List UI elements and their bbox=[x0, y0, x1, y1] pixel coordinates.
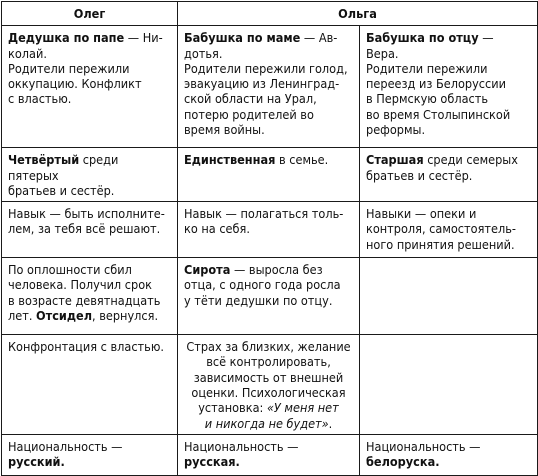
cell-line bbox=[366, 168, 531, 183]
cell-text: . bbox=[328, 415, 333, 431]
bold-text: русская. bbox=[184, 454, 240, 470]
cell-text: колай. bbox=[8, 45, 47, 61]
cell-line bbox=[366, 454, 531, 469]
cell-oleg bbox=[2, 148, 178, 202]
italic-text: «У меня нет bbox=[266, 400, 339, 416]
cell-text: Национальность — bbox=[184, 438, 299, 454]
cell-text: во время Столыпинской bbox=[366, 106, 511, 122]
cell-line bbox=[8, 152, 171, 183]
cell-olga-father-side bbox=[360, 434, 538, 475]
cell-line bbox=[8, 293, 171, 308]
cell-line bbox=[184, 400, 353, 415]
table-row bbox=[2, 335, 538, 435]
cell-line bbox=[8, 277, 171, 292]
cell-oleg bbox=[2, 202, 178, 258]
bold-text: Дедушка по папе bbox=[8, 30, 125, 46]
header-olga: Ольга bbox=[178, 2, 538, 26]
cell-line bbox=[184, 385, 353, 400]
cell-line bbox=[366, 439, 531, 454]
cell-line bbox=[8, 183, 171, 198]
cell-oleg bbox=[2, 335, 178, 435]
cell-line bbox=[366, 206, 531, 221]
cell-text: в Пермскую область bbox=[366, 91, 489, 107]
cell-text: зависимость от внешней bbox=[193, 369, 344, 385]
bold-text: Бабушка по отцу bbox=[366, 30, 479, 46]
cell-olga-father-side bbox=[360, 202, 538, 258]
cell-olga-father-side bbox=[360, 258, 538, 335]
cell-text: Навыки — опеки и bbox=[366, 206, 477, 222]
cell-line bbox=[184, 339, 353, 354]
cell-line bbox=[184, 354, 353, 369]
bold-text: Сирота bbox=[184, 262, 231, 278]
cell-text: человека. Получил срок bbox=[8, 277, 152, 293]
cell-text: — bbox=[478, 30, 494, 46]
table-row bbox=[2, 258, 538, 335]
cell-text: , вернулся. bbox=[92, 308, 159, 324]
cell-olga-mother-side bbox=[178, 434, 360, 475]
cell-olga-father-side bbox=[360, 335, 538, 435]
cell-line bbox=[184, 262, 353, 277]
cell-line bbox=[8, 308, 171, 323]
cell-line bbox=[366, 221, 531, 236]
cell-line bbox=[8, 262, 171, 277]
family-comparison-table bbox=[1, 1, 538, 476]
cell-line bbox=[8, 221, 171, 236]
cell-text: установка: bbox=[198, 400, 267, 416]
cell-line bbox=[184, 277, 353, 292]
cell-olga-father-side bbox=[360, 26, 538, 148]
cell-text: в возрасте девятнадцать bbox=[8, 292, 161, 308]
bold-text: белоруска. bbox=[366, 454, 440, 470]
cell-text: среди семерых bbox=[423, 152, 518, 168]
cell-olga-mother-side bbox=[178, 335, 360, 435]
cell-text: Родители пережили bbox=[366, 60, 488, 76]
cell-line bbox=[184, 454, 353, 469]
cell-text: Конфронтация с властью. bbox=[8, 339, 164, 355]
cell-text: дотья. bbox=[184, 45, 223, 61]
cell-line bbox=[8, 30, 171, 45]
cell-oleg bbox=[2, 26, 178, 148]
cell-line bbox=[366, 91, 531, 106]
cell-text: Родители пережили голод, bbox=[184, 60, 348, 76]
cell-line bbox=[184, 76, 353, 91]
cell-line bbox=[184, 107, 353, 122]
table-row bbox=[2, 148, 538, 202]
cell-text: братьев и сестёр. bbox=[366, 167, 473, 183]
bold-text: Бабушка по маме bbox=[184, 30, 301, 46]
cell-oleg bbox=[2, 258, 178, 335]
cell-text: лем, за тебя всё решают. bbox=[8, 221, 161, 237]
cell-line bbox=[366, 76, 531, 91]
cell-text: Навык — быть исполните- bbox=[8, 206, 165, 222]
cell-text: среди пятерых bbox=[8, 152, 119, 183]
bold-text: Единственная bbox=[184, 152, 276, 168]
cell-line bbox=[8, 61, 171, 76]
cell-text: — Ни- bbox=[124, 30, 163, 46]
cell-text: — выросла без bbox=[230, 262, 323, 278]
cell-text: в семье. bbox=[275, 152, 329, 168]
cell-text: эвакуацию из Ленинград- bbox=[184, 76, 340, 92]
cell-text: братьев и сестёр. bbox=[8, 182, 115, 198]
cell-line bbox=[184, 416, 353, 431]
cell-text: переезд из Белоруссии bbox=[366, 76, 506, 92]
cell-line bbox=[184, 206, 353, 221]
italic-text: и никогда не будет» bbox=[204, 415, 329, 431]
cell-line bbox=[366, 30, 531, 45]
cell-oleg bbox=[2, 434, 178, 475]
cell-text: лет. bbox=[8, 308, 37, 324]
cell-line bbox=[184, 122, 353, 137]
bold-text: Отсидел bbox=[36, 308, 93, 324]
cell-line bbox=[366, 237, 531, 252]
cell-olga-mother-side bbox=[178, 202, 360, 258]
cell-text: контроля, самостоятель- bbox=[366, 221, 516, 237]
cell-olga-mother-side bbox=[178, 148, 360, 202]
cell-olga-mother-side bbox=[178, 258, 360, 335]
cell-olga-mother-side bbox=[178, 26, 360, 148]
table-row bbox=[2, 202, 538, 258]
cell-text: всё контролировать, bbox=[206, 354, 331, 370]
cell-text: время войны. bbox=[184, 122, 265, 138]
cell-line bbox=[366, 46, 531, 61]
cell-text: Вера. bbox=[366, 45, 399, 61]
cell-line bbox=[366, 107, 531, 122]
bold-text: Четвёртый bbox=[8, 152, 80, 168]
cell-line bbox=[366, 152, 531, 167]
cell-text: Страх за близких, желание bbox=[186, 339, 351, 355]
cell-text: — Ав- bbox=[300, 30, 338, 46]
header-row bbox=[2, 2, 538, 26]
cell-line bbox=[366, 61, 531, 76]
cell-text: По оплошности сбил bbox=[8, 262, 132, 278]
cell-line bbox=[8, 454, 171, 469]
cell-line bbox=[184, 221, 353, 236]
cell-text: Родители пережили bbox=[8, 60, 130, 76]
cell-text: ской области на Урал, bbox=[184, 91, 317, 107]
cell-line bbox=[184, 152, 353, 167]
cell-line bbox=[184, 46, 353, 61]
header-oleg: Олег bbox=[2, 2, 178, 26]
cell-line bbox=[184, 439, 353, 454]
cell-text: Национальность — bbox=[366, 438, 481, 454]
cell-text: ко на себя. bbox=[184, 221, 250, 237]
cell-olga-father-side bbox=[360, 148, 538, 202]
bold-text: Старшая bbox=[366, 152, 424, 168]
cell-text: реформы. bbox=[366, 122, 426, 138]
table-row bbox=[2, 434, 538, 475]
cell-text: потерю родителей во bbox=[184, 106, 314, 122]
bold-text: русский. bbox=[8, 454, 65, 470]
cell-line bbox=[8, 339, 171, 354]
cell-line bbox=[8, 439, 171, 454]
cell-text: отца, с одного года росла bbox=[184, 277, 341, 293]
cell-line bbox=[184, 61, 353, 76]
cell-line bbox=[366, 122, 531, 137]
cell-text: Навык — полагаться толь- bbox=[184, 206, 344, 222]
cell-line bbox=[184, 91, 353, 106]
cell-line bbox=[184, 293, 353, 308]
cell-line bbox=[184, 370, 353, 385]
table-row bbox=[2, 26, 538, 148]
cell-text: ного принятия решений. bbox=[366, 236, 515, 252]
cell-line bbox=[8, 91, 171, 106]
cell-line bbox=[8, 46, 171, 61]
cell-text: у тёти дедушки по отцу. bbox=[184, 292, 333, 308]
cell-text: с властью. bbox=[8, 91, 72, 107]
cell-line bbox=[184, 30, 353, 45]
cell-text: Национальность — bbox=[8, 438, 123, 454]
cell-text: оккупацию. Конфликт bbox=[8, 76, 142, 92]
cell-text: оценки. Психологическая bbox=[191, 385, 346, 401]
cell-line bbox=[8, 206, 171, 221]
cell-line bbox=[8, 76, 171, 91]
